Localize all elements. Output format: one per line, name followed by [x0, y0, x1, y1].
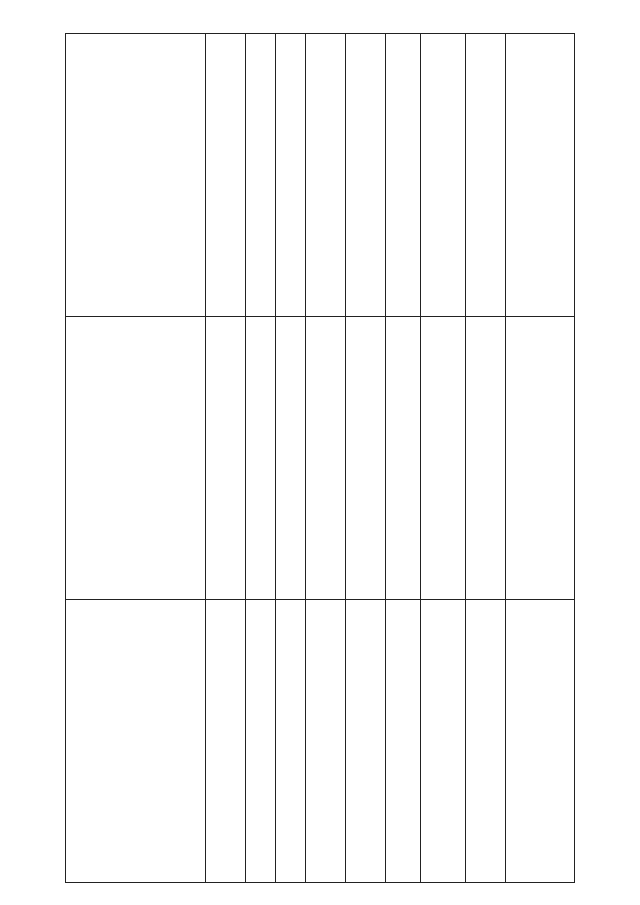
page-number: [18, 437, 48, 459]
levels-table: [65, 33, 575, 883]
